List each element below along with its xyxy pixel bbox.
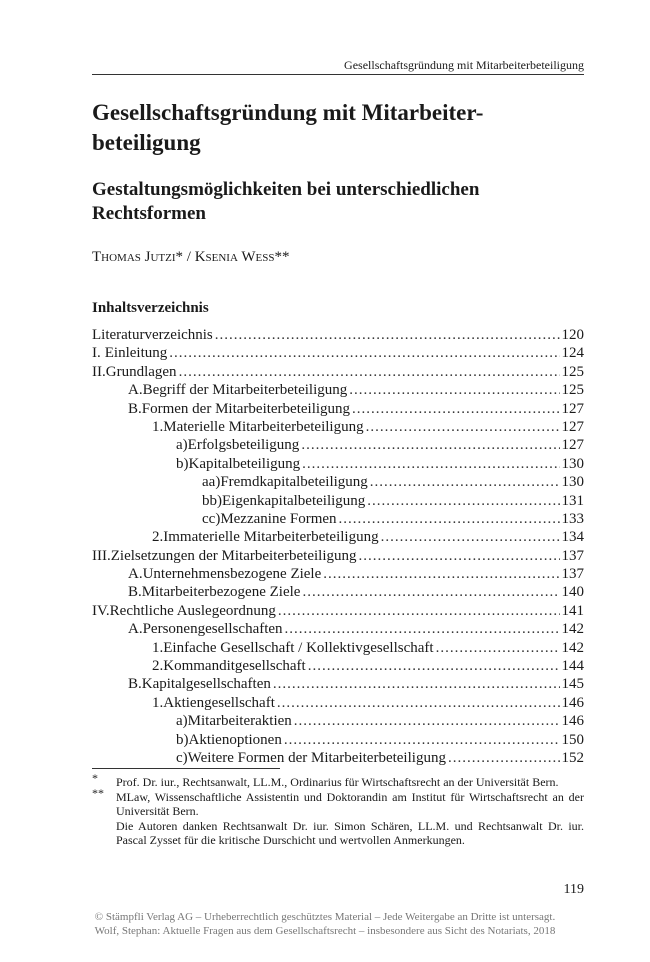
toc-entry-number: c) <box>176 749 188 766</box>
toc-entry-page: 133 <box>561 510 584 527</box>
toc-entry-number: B. <box>128 584 142 601</box>
toc-leader <box>436 640 560 657</box>
toc-entry-text: Mezzanine Formen <box>220 510 337 527</box>
toc-leader <box>381 529 560 546</box>
toc-entry-text: Grundlagen <box>105 363 177 380</box>
toc-leader <box>169 345 559 362</box>
toc-heading: Inhaltsverzeichnis <box>92 300 209 316</box>
toc-entry <box>92 456 584 474</box>
toc-leader <box>308 658 560 675</box>
toc-entry-text: Kommanditgesellschaft <box>163 658 306 675</box>
toc-entry <box>92 713 584 731</box>
toc-leader <box>349 382 559 399</box>
toc-entry-number: aa) <box>202 474 221 491</box>
toc-leader <box>370 474 560 491</box>
running-head: Gesellschaftsgründung mit Mitarbeiterbeteiligung <box>92 58 584 75</box>
toc-entry <box>92 603 584 621</box>
toc-entry-text: Mitarbeiterbezogene Ziele <box>141 584 301 601</box>
toc-entry-text: Begriff der Mitarbeiterbeteiligung <box>142 382 348 399</box>
toc-entry-text: Kapitalgesellschaften <box>141 676 271 693</box>
toc-leader <box>302 584 559 601</box>
toc-entry-text: Fremdkapitalbeteiligung <box>220 474 368 491</box>
authors: Thomas Jutzi* / Ksenia Wess** <box>92 249 290 265</box>
toc-entry-number: b) <box>176 731 189 748</box>
toc-entry-page: 131 <box>561 492 584 509</box>
footnotes <box>92 771 584 848</box>
toc-entry <box>92 382 584 400</box>
toc-entry <box>92 640 584 658</box>
toc-entry-page: 152 <box>561 749 584 766</box>
toc-entry <box>92 401 584 419</box>
toc-entry-number: II. <box>92 363 106 380</box>
toc-entry-text: Materielle Mitarbeiterbeteiligung <box>163 418 364 435</box>
toc-leader <box>285 621 560 638</box>
toc-entry-page: 125 <box>561 382 584 399</box>
table-of-contents <box>92 327 584 768</box>
toc-entry-text: Aktiengesellschaft <box>163 694 275 711</box>
toc-entry <box>92 695 584 713</box>
toc-entry <box>92 364 584 382</box>
toc-leader <box>278 603 560 620</box>
toc-entry-page: 127 <box>561 437 584 454</box>
footnote <box>92 785 584 819</box>
toc-entry-number: 2. <box>152 529 164 546</box>
toc-entry-number: IV. <box>92 602 110 619</box>
toc-entry-page: 150 <box>561 731 584 748</box>
toc-entry <box>92 750 584 768</box>
toc-entry-text: Unternehmensbezogene Ziele <box>142 566 322 583</box>
toc-entry-page: 137 <box>561 547 584 564</box>
toc-entry <box>92 732 584 750</box>
footnote-text: Prof. Dr. iur., Rechtsanwalt, LL.M., Ordinarius für Wirtschaftsrecht an der Universität Bern. <box>116 775 559 789</box>
toc-entry-text: Literaturverzeichnis <box>92 327 213 343</box>
toc-entry-page: 130 <box>561 474 584 491</box>
toc-entry-number: a) <box>176 713 188 730</box>
toc-entry-number: B. <box>128 400 142 417</box>
toc-entry-number: III. <box>92 547 111 564</box>
toc-entry-text: Formen der Mitarbeiterbeteiligung <box>141 400 351 417</box>
toc-entry-number: 1. <box>152 639 164 656</box>
toc-leader <box>294 713 560 730</box>
toc-leader <box>277 695 560 712</box>
subtitle-line-1: Gestaltungsmöglichkeiten bei unterschiedlichen <box>92 179 480 200</box>
toc-leader <box>339 511 560 528</box>
toc-entry-number: 2. <box>152 658 164 675</box>
toc-entry-page: 134 <box>561 529 584 546</box>
toc-entry <box>92 419 584 437</box>
toc-entry-text: Eigenkapitalbeteiligung <box>222 492 366 509</box>
toc-leader <box>359 548 560 565</box>
toc-leader <box>301 437 559 454</box>
toc-entry-page: 127 <box>561 418 584 435</box>
toc-entry-text: Kapitalbeteiligung <box>188 455 301 472</box>
copyright-line-1: © Stämpfli Verlag AG – Urheberrechtlich geschütztes Material – Jede Weitergabe an Dritte ist untersagt. <box>94 911 556 923</box>
subtitle-line-2: Rechtsformen <box>92 203 206 224</box>
toc-entry <box>92 474 584 492</box>
copyright-notice <box>0 910 650 938</box>
toc-entry <box>92 676 584 694</box>
toc-entry-page: 142 <box>561 639 584 656</box>
toc-entry-text: Weitere Formen der Mitarbeiterbeteiligung <box>187 749 446 766</box>
article-subtitle <box>92 178 572 226</box>
toc-entry-page: 125 <box>561 363 584 380</box>
toc-leader <box>302 456 559 473</box>
toc-entry-page: 127 <box>561 400 584 417</box>
title-line-2: beteiligung <box>92 130 201 155</box>
toc-entry-text: Mitarbeiteraktien <box>187 713 292 730</box>
toc-entry <box>92 327 584 345</box>
toc-entry-number: A. <box>128 382 143 399</box>
footnote-divider <box>92 768 280 769</box>
toc-entry <box>92 658 584 676</box>
toc-entry-number: A. <box>128 566 143 583</box>
toc-entry <box>92 548 584 566</box>
footnote-text: MLaw, Wissenschaftliche Assistentin und Doktorandin am Institut für Wirtschaftsrecht an der Universität Bern. <box>116 789 584 818</box>
title-line-1: Gesellschaftsgründung mit Mitarbeiter- <box>92 100 484 125</box>
toc-entry <box>92 584 584 602</box>
toc-entry-text: Immaterielle Mitarbeiterbeteiligung <box>163 529 379 546</box>
toc-leader <box>352 401 559 418</box>
toc-entry <box>92 511 584 529</box>
toc-entry-page: 140 <box>561 584 584 601</box>
page-number: 119 <box>563 882 584 897</box>
toc-entry <box>92 621 584 639</box>
footnote <box>92 771 584 790</box>
copyright-line-2: Wolf, Stephan: Aktuelle Fragen aus dem Gesellschaftsrecht – insbesondere aus Sicht des Notariats, 2018 <box>94 925 556 937</box>
toc-leader <box>323 566 559 583</box>
toc-entry-text: Erfolgsbeteiligung <box>187 437 300 454</box>
toc-entry-text: Aktienoptionen <box>188 731 282 748</box>
toc-entry <box>92 493 584 511</box>
toc-entry-number: 1. <box>152 418 164 435</box>
toc-entry-number: I. <box>92 345 101 362</box>
toc-leader <box>448 750 560 767</box>
toc-entry-page: 120 <box>561 327 584 343</box>
toc-entry-number: a) <box>176 437 188 454</box>
footnote-mark: * <box>92 771 98 785</box>
toc-leader <box>284 732 560 749</box>
toc-entry-text: Personengesellschaften <box>142 621 283 638</box>
toc-entry-text: Einleitung <box>104 345 168 362</box>
toc-entry-number: cc) <box>202 510 221 527</box>
toc-entry-number: b) <box>176 455 189 472</box>
toc-entry-text: Zielsetzungen der Mitarbeiterbeteiligung <box>110 547 357 564</box>
footnote-mark: ** <box>92 785 104 800</box>
toc-entry-text: Rechtliche Auslegeordnung <box>109 602 276 619</box>
toc-entry-page: 137 <box>561 566 584 583</box>
footnote-acknowledgement: Die Autoren danken Rechtsanwalt Dr. iur. Simon Schären, LL.M. und Rechtsanwalt Dr. iur. Pascal Zysset für die kritische Durschicht und wertvollen Anmerkungen. <box>116 818 584 847</box>
toc-entry <box>92 566 584 584</box>
toc-entry <box>92 529 584 547</box>
toc-entry-page: 141 <box>561 602 584 619</box>
toc-entry <box>92 437 584 455</box>
toc-entry-page: 146 <box>561 694 584 711</box>
toc-entry <box>92 345 584 363</box>
toc-entry-page: 144 <box>561 658 584 675</box>
toc-entry-number: bb) <box>202 492 222 509</box>
toc-entry-page: 124 <box>561 345 584 362</box>
toc-entry-page: 130 <box>561 455 584 472</box>
toc-entry-page: 142 <box>561 621 584 638</box>
toc-leader <box>215 327 560 344</box>
toc-leader <box>366 419 560 436</box>
toc-entry-number: 1. <box>152 694 164 711</box>
toc-entry-number: B. <box>128 676 142 693</box>
article-title <box>92 98 572 158</box>
toc-entry-page: 146 <box>561 713 584 730</box>
toc-leader <box>273 676 560 693</box>
toc-entry-page: 145 <box>561 676 584 693</box>
toc-entry-text: Einfache Gesellschaft / Kollektivgesellschaft <box>163 639 434 656</box>
toc-leader <box>367 493 559 510</box>
toc-leader <box>179 364 560 381</box>
toc-entry-number: A. <box>128 621 143 638</box>
